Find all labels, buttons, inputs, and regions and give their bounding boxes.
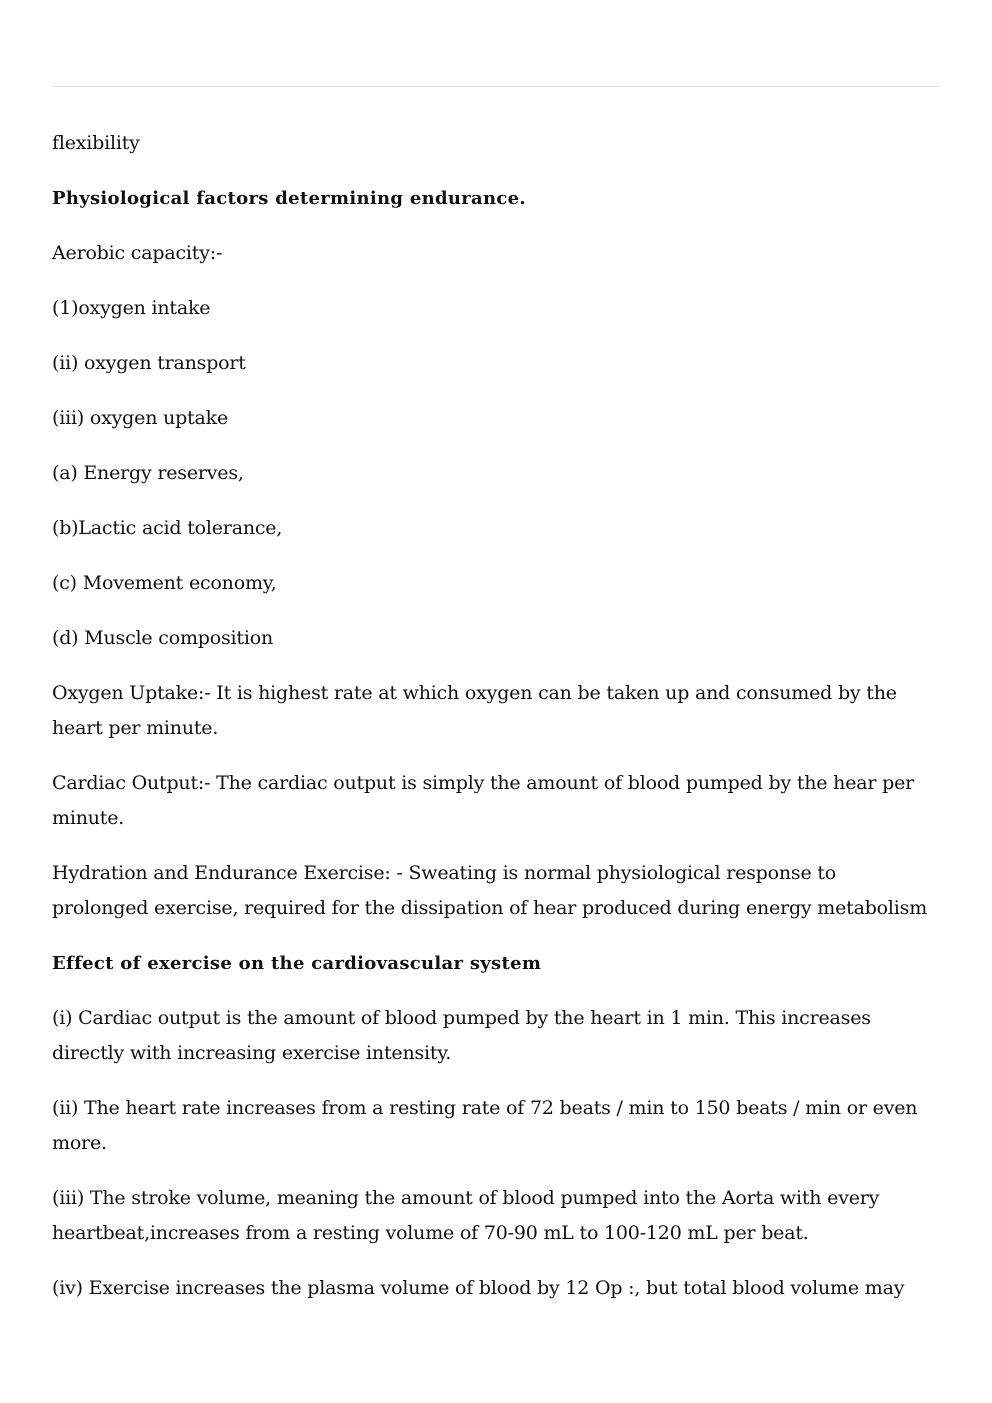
cardiac-output-paragraph: Cardiac Output:- The cardiac output is simply the amount of blood pumped by the hear per minute.	[52, 772, 914, 829]
intro-text: flexibility	[52, 132, 140, 154]
header-divider	[52, 86, 940, 87]
list-item: (c) Movement economy,	[52, 572, 277, 594]
heading-endurance: Physiological factors determining endurance.	[52, 188, 526, 209]
list-item: (b)Lactic acid tolerance,	[52, 517, 283, 539]
heading-cardiovascular: Effect of exercise on the cardiovascular system	[52, 953, 542, 974]
list-item: (d) Muscle composition	[52, 627, 273, 649]
effect-paragraph: (iv) Exercise increases the plasma volume of blood by 12 Op :, but total blood volume may	[52, 1277, 905, 1299]
effect-paragraph: (ii) The heart rate increases from a resting rate of 72 beats / min to 150 beats / min or even more.	[52, 1097, 918, 1154]
list-item: (a) Energy reserves,	[52, 462, 244, 484]
aerobic-capacity-label: Aerobic capacity:-	[52, 242, 223, 264]
list-item: (1)oxygen intake	[52, 297, 211, 319]
document-body	[52, 126, 932, 1326]
hydration-paragraph: Hydration and Endurance Exercise: - Sweating is normal physiological response to prolonged exercise, required for the dissipation of hear produced during energy metabolism	[52, 862, 928, 919]
list-item: (ii) oxygen transport	[52, 352, 246, 374]
list-item: (iii) oxygen uptake	[52, 407, 228, 429]
effect-paragraph: (iii) The stroke volume, meaning the amount of blood pumped into the Aorta with every heartbeat,increases from a resting volume of 70-90 mL to 100-120 mL per beat.	[52, 1187, 880, 1244]
oxygen-uptake-paragraph: Oxygen Uptake:- It is highest rate at which oxygen can be taken up and consumed by the heart per minute.	[52, 682, 897, 739]
effect-paragraph: (i) Cardiac output is the amount of blood pumped by the heart in 1 min. This increases directly with increasing exercise intensity.	[52, 1007, 871, 1064]
